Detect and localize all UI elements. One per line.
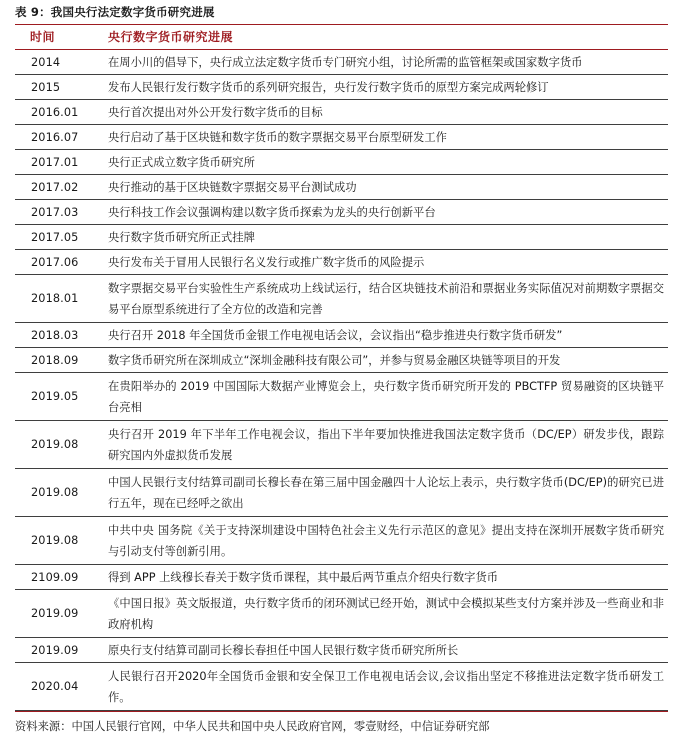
research-progress-table [15,24,668,711]
table-header-row [15,25,668,50]
source-note: 资料来源：中国人民银行官网，中华人民共和国中央人民政府官网，零壹财经，中信证券研究部 [15,720,490,733]
row-progress-cell: 原央行支付结算司副司长穆长春担任中国人民银行数字货币研究所所长 [101,638,668,663]
table-body [15,50,668,711]
row-time-cell: 2018.03 [15,323,101,348]
row-time-cell: 2019.08 [15,517,101,565]
table-row [15,225,668,250]
row-progress-cell: 央行正式成立数字货币研究所 [101,150,668,175]
row-progress-cell: 央行召开 2018 年全国货币金银工作电视电话会议，会议指出“稳步推进央行数字货币研发” [101,323,668,348]
row-time-cell: 2017.06 [15,250,101,275]
row-progress-cell: 在贵阳举办的 2019 中国国际大数据产业博览会上，央行数字货币研究所开发的 PBCTFP 贸易融资的区块链平台亮相 [101,373,668,421]
row-progress-cell: 数字货币研究所在深圳成立“深圳金融科技有限公司”，并参与贸易金融区块链等项目的开发 [101,348,668,373]
row-progress-cell: 央行启动了基于区块链和数字货币的数字票据交易平台原型研发工作 [101,125,668,150]
table-row [15,348,668,373]
table-row [15,250,668,275]
row-progress-cell: 央行推动的基于区块链数字票据交易平台测试成功 [101,175,668,200]
row-time-cell: 2014 [15,50,101,75]
row-progress-cell: 央行首次提出对外公开发行数字货币的目标 [101,100,668,125]
row-progress-cell: 数字票据交易平台实验性生产系统成功上线试运行，结合区块链技术前沿和票据业务实际值况对前期数字票据交易平台原型系统进行了全方位的改造和完善 [101,275,668,323]
table-row [15,175,668,200]
table-row [15,373,668,421]
row-progress-cell: 央行召开 2019 年下半年工作电视会议，指出下半年要加快推进我国法定数字货币（DC/EP）研发步伐，跟踪研究国内外虚拟货币发展 [101,421,668,469]
row-time-cell: 2017.05 [15,225,101,250]
table-header [15,25,668,50]
row-progress-cell: 在周小川的倡导下，央行成立法定数字货币专门研究小组，讨论所需的监管框架或国家数字货币 [101,50,668,75]
row-time-cell: 2020.04 [15,663,101,711]
table-row [15,517,668,565]
row-time-cell: 2018.01 [15,275,101,323]
row-time-cell: 2016.07 [15,125,101,150]
column-header-progress: 央行数字货币研究进展 [101,25,668,50]
row-progress-cell: 得到 APP 上线穆长春关于数字货币课程，其中最后两节重点介绍央行数字货币 [101,565,668,590]
table-row [15,275,668,323]
table-row [15,590,668,638]
row-progress-cell: 央行科技工作会议强调构建以数字货币探索为龙头的央行创新平台 [101,200,668,225]
table-row [15,50,668,75]
row-progress-cell: 中共中央 国务院《关于支持深圳建设中国特色社会主义先行示范区的意见》提出支持在深圳开展数字货币研究与引动支付等创新引用。 [101,517,668,565]
row-time-cell: 2018.09 [15,348,101,373]
row-time-cell: 2019.09 [15,638,101,663]
table-row [15,125,668,150]
row-progress-cell: 发布人民银行发行数字货币的系列研究报告，央行发行数字货币的原型方案完成两轮修订 [101,75,668,100]
table-caption: 表 9：我国央行法定数字货币研究进展 [15,5,215,19]
table-row [15,150,668,175]
row-progress-cell: 央行发布关于冒用人民银行名义发行或推广数字货币的风险提示 [101,250,668,275]
table-row [15,421,668,469]
row-time-cell: 2017.02 [15,175,101,200]
row-progress-cell: 中国人民银行支付结算司副司长穆长春在第三届中国金融四十人论坛上表示，央行数字货币(DC/EP)的研究已进行五年，现在已经呼之欲出 [101,469,668,517]
row-time-cell: 2015 [15,75,101,100]
row-time-cell: 2019.08 [15,469,101,517]
table-row [15,75,668,100]
row-time-cell: 2017.01 [15,150,101,175]
table-row [15,565,668,590]
table-row [15,469,668,517]
row-time-cell: 2017.03 [15,200,101,225]
row-progress-cell: 人民银行召开2020年全国货币金银和安全保卫工作电视电话会议,会议指出坚定不移推进法定数字货币研发工作。 [101,663,668,711]
table-row [15,100,668,125]
table-row [15,663,668,711]
row-time-cell: 2019.08 [15,421,101,469]
row-time-cell: 2016.01 [15,100,101,125]
table-row [15,200,668,225]
table-row [15,323,668,348]
row-progress-cell: 央行数字货币研究所正式挂牌 [101,225,668,250]
row-time-cell: 2109.09 [15,565,101,590]
row-time-cell: 2019.09 [15,590,101,638]
table-row [15,638,668,663]
row-time-cell: 2019.05 [15,373,101,421]
row-progress-cell: 《中国日报》英文版报道，央行数字货币的闭环测试已经开始，测试中会模拟某些支付方案并涉及一些商业和非政府机构 [101,590,668,638]
column-header-time: 时间 [15,25,101,50]
